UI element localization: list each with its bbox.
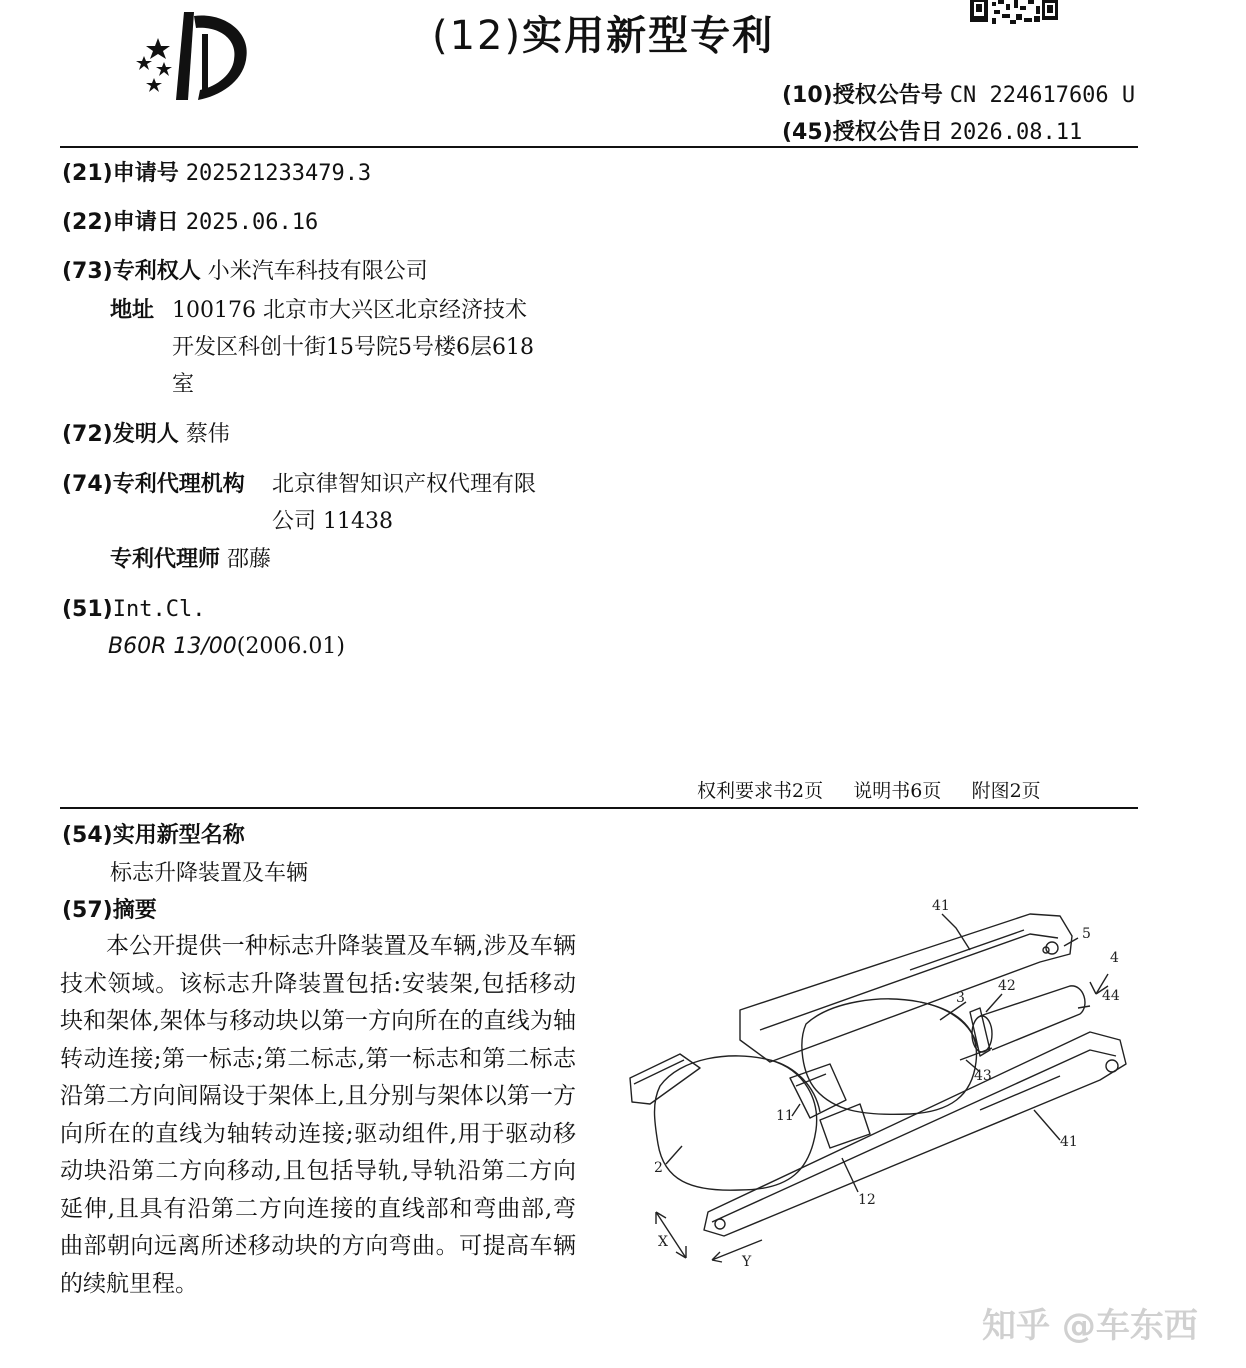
- abstract-text: 本公开提供一种标志升降装置及车辆,涉及车辆技术领域。该标志升降装置包括:安装架,包括移动块和架体,架体与移动块以第一方向所在的直线为轴转动连接;第一标志;第二标志,第一标志和第二标志沿第二方向间隔设于架体上,且分别与架体以第一方向所在的直线为轴转动连接;驱动组件,用于驱动移动块沿第二方向移动,且包括导轨,导轨沿第二方向延伸,且具有沿第二方向连接的直线部和弯曲部,弯曲部朝向远离所述移动块的方向弯曲。可提高车辆的续航里程。: [60, 933, 576, 1297]
- agent-value: 邵藤: [227, 547, 272, 572]
- fig-label-3: 3: [956, 990, 965, 1006]
- agency-line-2: 公司 11438: [272, 509, 393, 534]
- fig-label-4: 4: [1110, 950, 1119, 966]
- patent-agency: [62, 471, 245, 499]
- fig-label-41-top: 41: [932, 898, 950, 914]
- app-no-value: 202521233479.3: [185, 161, 372, 186]
- utility-name-code: (54): [62, 823, 113, 848]
- publication-number-value: CN 224617606 U: [949, 83, 1136, 108]
- cnipa-logo: [124, 4, 256, 108]
- fig-label-43: 43: [974, 1068, 992, 1084]
- address-line-1: 100176 北京市大兴区北京经济技术: [172, 298, 527, 323]
- description-pages: 说明书6页: [853, 780, 942, 802]
- ipc-version: (2006.01): [236, 634, 345, 659]
- utility-name-value: 标志升降装置及车辆: [110, 861, 309, 886]
- patent-type-code: (12): [432, 13, 523, 59]
- publication-date-label: (45)授权公告日: [782, 120, 943, 145]
- publication-number-label: (10)授权公告号: [782, 83, 943, 108]
- watermark: 知乎 @车东西: [982, 1306, 1198, 1346]
- patent-type-name: 实用新型专利: [522, 13, 775, 59]
- address-line-3: 室: [172, 372, 195, 397]
- owner-label: 专利权人: [112, 259, 201, 284]
- app-no-code: (21): [62, 161, 113, 186]
- inventor-value: 蔡伟: [185, 422, 230, 447]
- fig-label-42: 42: [998, 978, 1016, 994]
- agency-code: (74): [62, 472, 113, 497]
- app-no-label: 申请号: [112, 161, 179, 186]
- inventor-label: 发明人: [112, 422, 179, 447]
- drawing-pages: 附图2页: [971, 780, 1041, 802]
- address-label: 地址: [110, 298, 155, 323]
- fig-label-12: 12: [858, 1192, 876, 1208]
- agency-label: 专利代理机构: [112, 472, 245, 497]
- claims-pages: 权利要求书2页: [697, 780, 824, 802]
- fig-label-44: 44: [1102, 988, 1120, 1004]
- inventor: [62, 421, 230, 449]
- publication-number: [782, 78, 1135, 109]
- fig-label-5: 5: [1082, 926, 1091, 942]
- patent-agent: [110, 546, 271, 574]
- app-date-label: 申请日: [112, 210, 179, 235]
- fig-label-41-bottom: 41: [1060, 1134, 1078, 1150]
- abstract-body: [60, 928, 576, 1303]
- agency-line-1: 北京律智知识产权代理有限: [272, 472, 537, 497]
- application-number: [62, 160, 371, 188]
- fig-axis-x: X: [658, 1234, 668, 1250]
- section-divider: [60, 807, 1138, 809]
- application-date: [62, 209, 318, 237]
- fig-axis-y: Y: [742, 1254, 752, 1270]
- qr-code: [966, 0, 1062, 26]
- fig-label-2: 2: [654, 1160, 663, 1176]
- agent-label: 专利代理师: [110, 547, 221, 572]
- header-divider: [60, 146, 1138, 148]
- address-line-2: 开发区科创十街15号院5号楼6层618: [172, 335, 534, 360]
- inventor-code: (72): [62, 422, 113, 447]
- owner-code: (73): [62, 259, 113, 284]
- app-date-value: 2025.06.16: [185, 210, 319, 235]
- abstract-code: (57): [62, 898, 113, 923]
- owner-value: 小米汽车科技有限公司: [207, 259, 428, 284]
- patent-owner: [62, 258, 428, 286]
- app-date-code: (22): [62, 210, 113, 235]
- publication-date-value: 2026.08.11: [949, 120, 1083, 145]
- publication-date: [782, 115, 1082, 146]
- ipc-class: B60R 13/00: [108, 634, 237, 659]
- patent-type-title: [432, 4, 774, 61]
- patent-figure: [620, 890, 1140, 1290]
- utility-name-label: 实用新型名称: [112, 823, 245, 848]
- abstract-label: 摘要: [112, 898, 157, 923]
- abstract-heading: [62, 897, 157, 925]
- pages-info: [697, 776, 1041, 803]
- ipc-code: (51): [62, 597, 113, 622]
- utility-name-heading: [62, 822, 245, 850]
- ipc-classification: [108, 633, 345, 661]
- ipc: [62, 596, 205, 624]
- ipc-label: Int.Cl.: [112, 597, 206, 622]
- fig-label-11: 11: [776, 1108, 794, 1124]
